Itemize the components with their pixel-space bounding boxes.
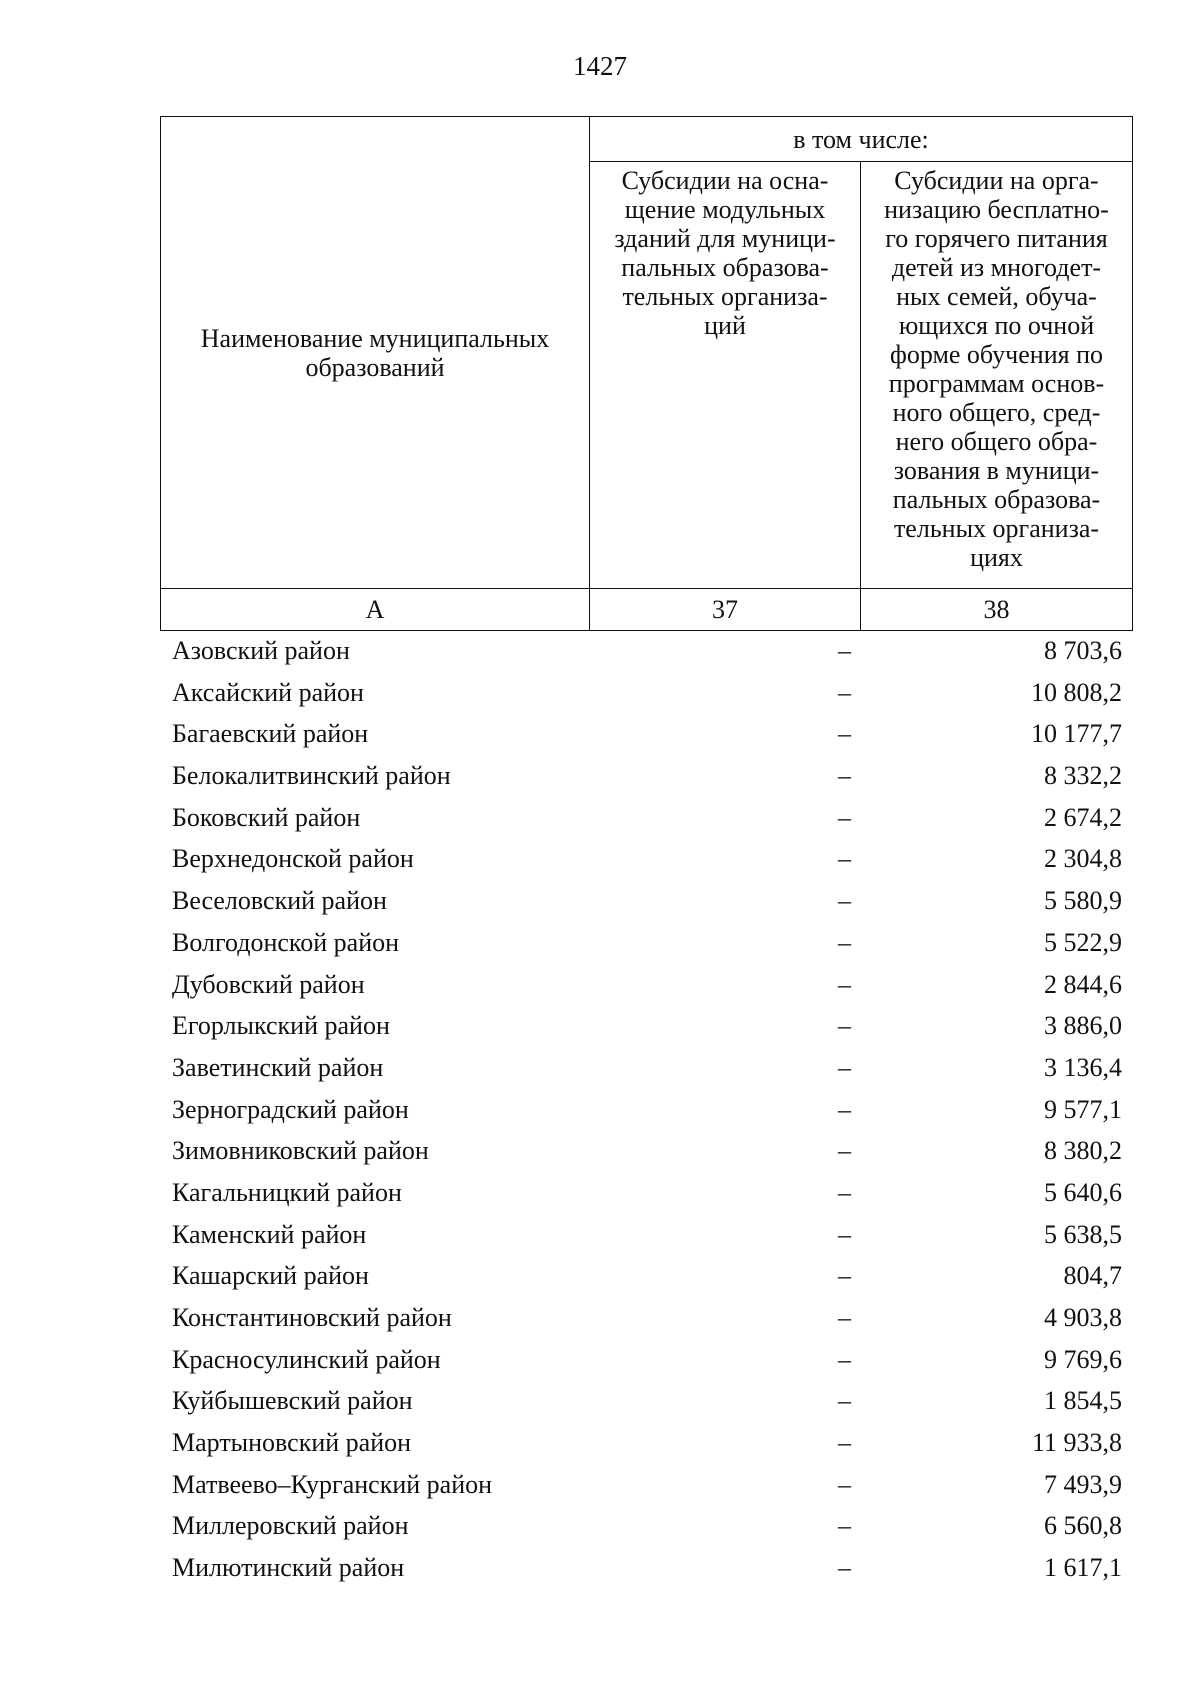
- row-col38-value: 6 560,8: [1044, 1511, 1122, 1541]
- header-group-label: в том числе:: [590, 117, 1133, 162]
- row-name: Аксайский район: [172, 677, 364, 707]
- header-col38-title-line: циях: [970, 543, 1023, 572]
- row-name: Егорлыкский район: [172, 1011, 390, 1041]
- header-col37-title-line: тельных организа-: [622, 282, 828, 311]
- row-name: Белокалитвинский район: [172, 761, 451, 791]
- row-name: Милютинский район: [172, 1553, 405, 1583]
- row-col37-value: –: [838, 1386, 851, 1416]
- row-col37-value: –: [838, 761, 851, 791]
- row-name: Кагальницкий район: [172, 1177, 402, 1207]
- table-row: [160, 797, 1132, 839]
- header-col38-title-line: ных семей, обуча-: [896, 282, 1097, 311]
- header-name-column: [161, 117, 590, 589]
- row-col38-value: 7 493,9: [1044, 1469, 1122, 1499]
- row-col37-value: –: [838, 1136, 851, 1166]
- row-col37-value: –: [838, 719, 851, 749]
- row-name: Матвеево–Курганский район: [172, 1469, 493, 1499]
- header-name-label: Наименование муниципальных образований: [200, 323, 550, 382]
- page-number: 1427: [573, 51, 627, 81]
- table-row: [160, 672, 1132, 714]
- table-row: [160, 964, 1132, 1006]
- table-row: [160, 1464, 1132, 1506]
- header-col38-title-line: программам основ-: [888, 369, 1105, 398]
- table-row: [160, 1214, 1132, 1256]
- row-col38-value: 5 522,9: [1044, 927, 1122, 957]
- header-col38-label: 38: [861, 589, 1133, 631]
- row-col37-value: –: [838, 1469, 851, 1499]
- row-col37-value: –: [838, 1428, 851, 1458]
- row-col38-value: 2 674,2: [1044, 802, 1122, 832]
- table-row: [160, 1547, 1132, 1589]
- row-col37-value: –: [838, 1011, 851, 1041]
- table-row: [160, 1422, 1132, 1464]
- row-name: Константиновский район: [172, 1303, 452, 1332]
- row-name: Зерноградский район: [172, 1094, 409, 1124]
- table-row: [160, 630, 1132, 672]
- row-col38-value: 9 769,6: [1044, 1344, 1122, 1374]
- row-name: Верхнедонской район: [172, 844, 414, 874]
- table-row: [160, 922, 1132, 964]
- row-col38-value: 1 617,1: [1044, 1553, 1122, 1583]
- table-row: [160, 1339, 1132, 1381]
- table-row: [160, 1047, 1132, 1089]
- table-row: [160, 1089, 1132, 1131]
- header-col37-title-line: щение модульных: [624, 195, 826, 224]
- header-col37-title-line: Субсидии на осна-: [621, 166, 829, 195]
- row-name: Заветинский район: [172, 1052, 384, 1082]
- table-row: [160, 1130, 1132, 1172]
- row-col38-value: 11 933,8: [1031, 1428, 1122, 1458]
- header-col38-title-line: го горячего питания: [885, 224, 1108, 253]
- row-col38-value: 3 136,4: [1044, 1052, 1122, 1082]
- row-col37-value: –: [838, 1052, 851, 1082]
- row-col37-value: –: [838, 1177, 851, 1207]
- header-col38-title-line: низацию бесплатно-: [884, 195, 1109, 224]
- row-col37-value: –: [838, 1219, 851, 1249]
- row-name: Кашарский район: [172, 1261, 369, 1291]
- row-col37-value: –: [838, 1553, 851, 1583]
- row-col37-value: –: [838, 886, 851, 916]
- table-row: [160, 755, 1132, 797]
- header-col38-title-line: детей из многодет-: [891, 253, 1102, 282]
- row-col38-value: 4 903,8: [1044, 1303, 1122, 1332]
- row-col38-value: 1 854,5: [1044, 1386, 1122, 1416]
- table-row: [160, 1005, 1132, 1047]
- row-name: Веселовский район: [172, 886, 387, 916]
- row-name: Боковский район: [172, 802, 361, 832]
- header-col37-title-line: пальных образова-: [621, 253, 829, 282]
- row-col38-value: 9 577,1: [1044, 1094, 1122, 1124]
- header-col38-title-line: ного общего, сред-: [892, 398, 1101, 427]
- row-name: Каменский район: [172, 1219, 367, 1249]
- row-name: Куйбышевский район: [172, 1386, 413, 1416]
- row-col37-value: –: [838, 844, 851, 874]
- row-col38-value: 3 886,0: [1044, 1011, 1122, 1041]
- header-col38-title: [861, 162, 1133, 589]
- row-col38-value: 2 304,8: [1044, 844, 1122, 874]
- row-col38-value: 5 638,5: [1044, 1219, 1122, 1249]
- row-col37-value: –: [838, 1511, 851, 1541]
- table-header: [160, 116, 1133, 631]
- table-row: [160, 880, 1132, 922]
- table-row: [160, 838, 1132, 880]
- header-col38-title-line: зования в муници-: [893, 456, 1100, 485]
- row-name: Зимовниковский район: [172, 1136, 429, 1166]
- row-name: Волгодонской район: [172, 927, 400, 957]
- table-row: [160, 1255, 1132, 1297]
- row-col37-value: –: [838, 1344, 851, 1374]
- row-col38-value: 804,7: [1063, 1261, 1122, 1291]
- row-col38-value: 8 332,2: [1044, 761, 1122, 791]
- row-col37-value: –: [838, 1094, 851, 1124]
- row-col38-value: 5 640,6: [1044, 1177, 1122, 1207]
- row-name: Миллеровский район: [172, 1511, 409, 1541]
- header-col38-title-line: пальных образова-: [892, 485, 1101, 514]
- header-col38-title-line: тельных организа-: [893, 514, 1100, 543]
- row-col38-value: 2 844,6: [1044, 969, 1122, 999]
- row-col37-value: –: [838, 636, 851, 665]
- row-col38-value: 10 177,7: [1031, 719, 1122, 749]
- row-col37-value: –: [838, 969, 851, 999]
- table-row: [160, 1380, 1132, 1422]
- row-col38-value: 8 380,2: [1044, 1136, 1122, 1166]
- header-col37-label: 37: [590, 589, 861, 631]
- row-name: Красносулинский район: [172, 1344, 441, 1374]
- header-col37-title-line: ций: [704, 311, 746, 340]
- row-col38-value: 10 808,2: [1031, 677, 1122, 707]
- row-col38-value: 8 703,6: [1044, 636, 1122, 665]
- header-col38-title-line: форме обучения по: [889, 340, 1103, 369]
- row-col37-value: –: [838, 927, 851, 957]
- header-col38-title-line: Субсидии на орга-: [894, 166, 1099, 195]
- header-col38-title-line: ющихся по очной: [898, 311, 1095, 340]
- row-col37-value: –: [838, 1261, 851, 1291]
- row-name: Азовский район: [172, 636, 350, 665]
- table-body: [160, 630, 1132, 1589]
- table-row: [160, 713, 1132, 755]
- row-col37-value: –: [838, 677, 851, 707]
- row-col37-value: –: [838, 1303, 851, 1332]
- table-row: [160, 1297, 1132, 1339]
- row-name: Багаевский район: [172, 719, 369, 749]
- row-name: Мартыновский район: [172, 1428, 412, 1458]
- row-col38-value: 5 580,9: [1044, 886, 1122, 916]
- header-col38-title-line: него общего обра-: [895, 427, 1098, 456]
- header-col37-title-line: зданий для муници-: [614, 224, 836, 253]
- header-col-a-label: А: [161, 589, 590, 631]
- row-col37-value: –: [838, 802, 851, 832]
- header-col37-title: [590, 162, 861, 589]
- table-row: [160, 1505, 1132, 1547]
- table-row: [160, 1172, 1132, 1214]
- row-name: Дубовский район: [172, 969, 365, 999]
